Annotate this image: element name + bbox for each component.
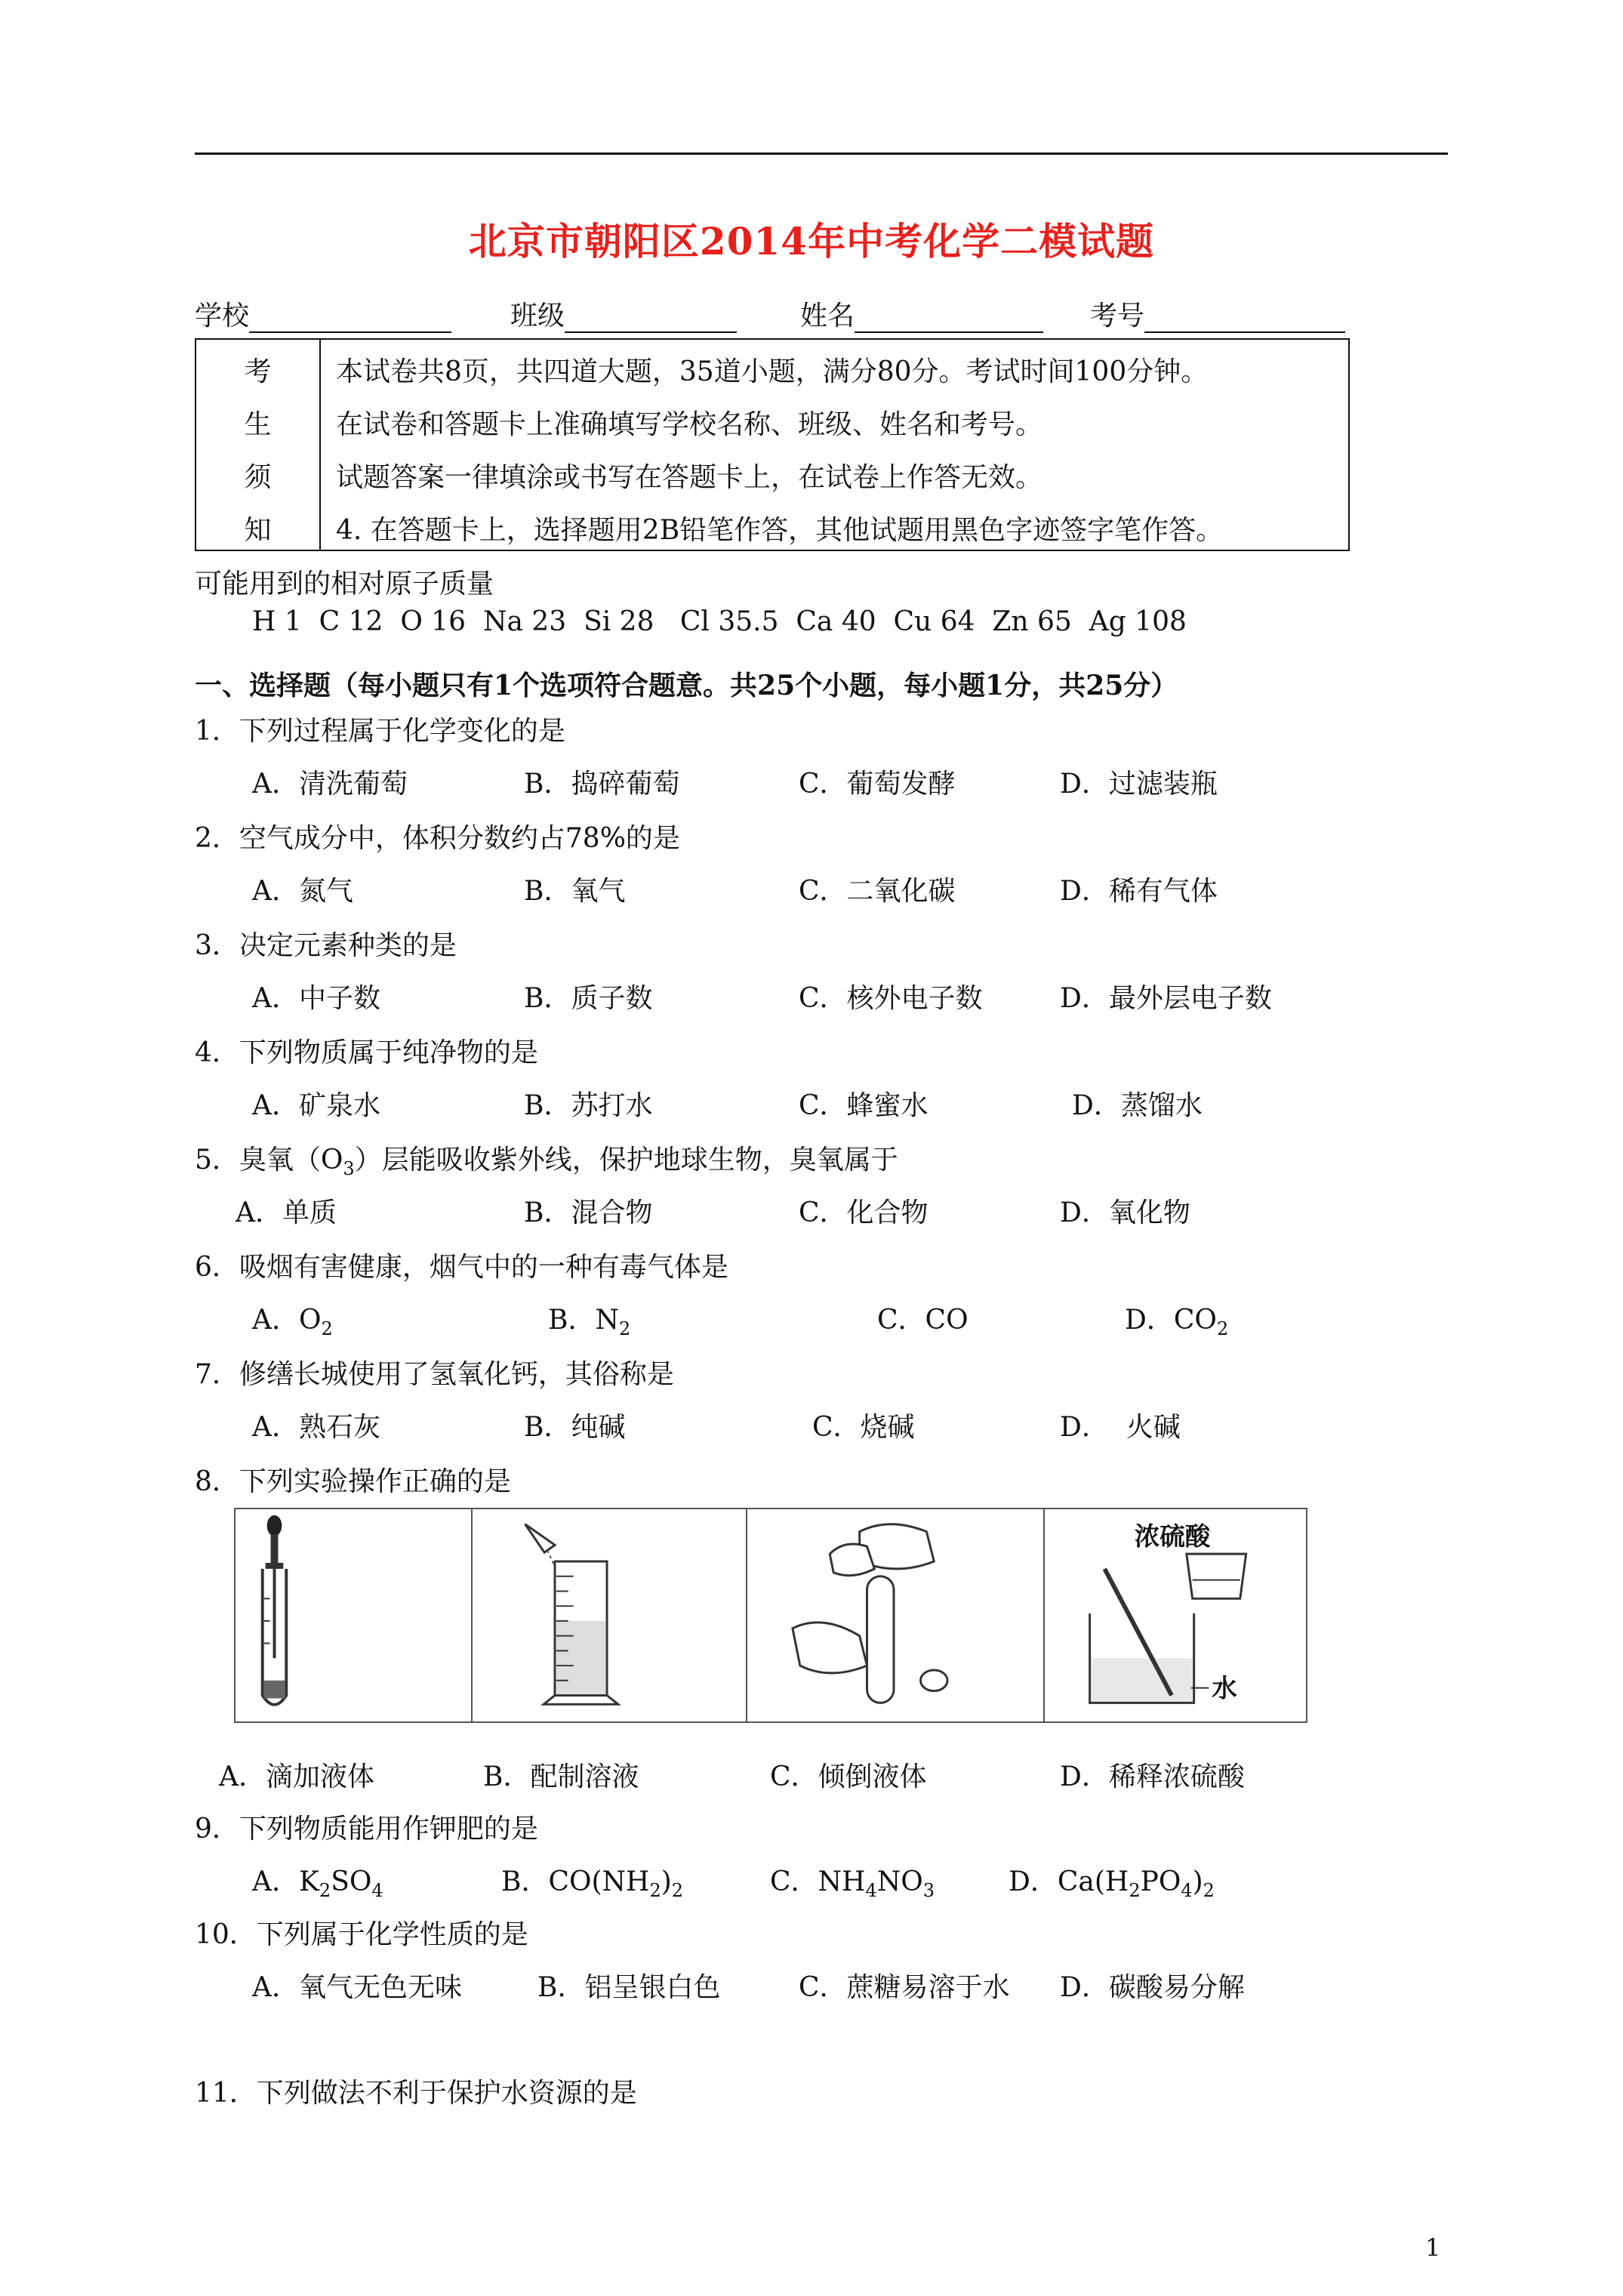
water-label: 水 [1212,1675,1237,1703]
option-subscript: 2 [618,1318,631,1340]
option-c[interactable] [877,1299,969,1337]
option-text: ) [1192,1866,1203,1897]
question-stem: 8．下列实验操作正确的是 [195,1466,511,1497]
option-subscript: 2 [1216,1318,1229,1340]
notice-row: 4. 在答题卡上，选择题用2B铅笔作答，其他试题用黑色字迹签字笔作答。 [336,515,1224,546]
option-d[interactable]: D． 火碱 [1060,1412,1181,1443]
option-text: ) [661,1866,672,1897]
option-subscript: 2 [649,1880,661,1902]
atomic-mass-title: 可能用到的相对原子质量 [195,569,494,599]
option-subscript: 2 [671,1880,684,1902]
option-a[interactable]: A．熟石灰 [252,1412,380,1443]
option-text: D．CO [1125,1305,1217,1336]
option-a[interactable]: A．中子数 [252,983,380,1014]
option-a[interactable]: A．单质 [236,1197,337,1228]
question-stem: 2．空气成分中，体积分数约占78%的是 [195,823,680,854]
option-b[interactable]: B．苏打水 [524,1090,653,1121]
option-b[interactable]: B．捣碎葡萄 [524,769,680,800]
info-school [195,294,451,333]
option-text: B．N [548,1305,619,1336]
option-b[interactable] [501,1860,683,1901]
option-a[interactable] [252,1860,383,1901]
option-a[interactable] [252,1299,333,1339]
option-d[interactable]: D．碳酸易分解 [1060,1972,1245,2003]
option-b[interactable] [548,1299,630,1339]
option-d[interactable]: D．过滤装瓶 [1060,769,1218,800]
option-subscript: 3 [922,1880,935,1902]
notice-row: 试题答案一律填涂或书写在答题卡上，在试卷上作答无效。 [336,462,1043,493]
option-text: NO [876,1866,923,1897]
option-b[interactable]: B．混合物 [524,1197,653,1228]
question-stem [195,1139,898,1179]
option-d[interactable] [1009,1860,1215,1901]
info-class [510,294,737,333]
dropper-illustration [236,1509,471,1721]
info-label-class: 班级 [510,300,565,331]
option-c[interactable] [770,1860,935,1901]
option-d[interactable]: D．稀有气体 [1060,876,1218,907]
option-subscript: 2 [1203,1880,1215,1902]
option-subscript: 4 [371,1880,383,1902]
name-blank[interactable] [855,301,1043,333]
question-stem: 1．下列过程属于化学变化的是 [195,716,565,747]
option-b[interactable]: B．纯碱 [524,1412,626,1443]
question-stem: 10．下列属于化学性质的是 [195,1919,528,1950]
option-c[interactable]: C．二氧化碳 [799,876,956,907]
stem-subscript: 3 [343,1158,355,1180]
option-text: B．CO(NH [501,1866,650,1897]
notice-side-char: 生 [244,409,272,440]
exam-no-blank[interactable] [1144,301,1345,333]
option-text: C．CO [877,1305,969,1336]
option-a[interactable]: A．滴加液体 [219,1761,374,1792]
option-a[interactable]: A．矿泉水 [252,1090,380,1121]
option-text: PO [1140,1866,1181,1897]
page-number: 1 [1425,2233,1441,2262]
option-a[interactable]: A．氮气 [252,876,353,907]
atomic-mass-values: H 1 C 12 O 16 Na 23 Si 28 Cl 35.5 Ca 40 Cu 64 Zn 65 Ag 108 [252,606,1187,637]
option-c[interactable]: C．化合物 [799,1197,929,1228]
option-c[interactable]: C．核外电子数 [799,983,983,1014]
option-text: A．K [252,1866,319,1897]
option-d[interactable]: D．氧化物 [1060,1197,1190,1228]
info-label-school: 学校 [195,300,250,331]
notice-side [196,340,321,550]
option-c[interactable]: C．蜂蜜水 [799,1090,929,1121]
stem-part: ）层能吸收紫外线，保护地球生物，臭氧属于 [354,1145,898,1176]
notice-side-char: 考 [244,356,272,387]
option-text: C．NH [770,1866,866,1897]
option-b[interactable]: B．质子数 [524,983,653,1014]
info-exam-no [1090,294,1345,333]
option-c[interactable]: C．葡萄发酵 [799,769,956,800]
notice-row: 本试卷共8页，共四道大题，35道小题，满分80分。考试时间100分钟。 [336,356,1209,387]
page-title: 北京市朝阳区2014年中考化学二模试题 [468,219,1155,264]
notice-box [195,338,1350,551]
notice-side-char: 知 [244,515,272,546]
option-d[interactable]: D．稀释浓硫酸 [1060,1761,1245,1792]
notice-side-char: 须 [244,462,272,493]
info-label-exam-no: 考号 [1090,300,1145,331]
dilution-illustration [1043,1509,1307,1721]
option-c[interactable]: C．蔗糖易溶于水 [799,1972,1010,2003]
option-subscript: 2 [319,1880,331,1902]
question-stem: 4．下列物质属于纯净物的是 [195,1037,538,1068]
option-c[interactable]: C．烧碱 [812,1412,915,1443]
class-blank[interactable] [565,301,737,333]
cylinder-illustration [471,1509,746,1721]
question-stem: 11．下列做法不利于保护水资源的是 [195,2078,637,2109]
question-stem: 7．修缮长城使用了氢氧化钙，其俗称是 [195,1359,674,1390]
option-subscript: 2 [321,1318,333,1340]
acid-label: 浓硫酸 [1134,1523,1211,1552]
option-subscript: 2 [1129,1880,1141,1902]
school-blank[interactable] [249,301,451,333]
option-b[interactable]: B．氧气 [524,876,626,907]
option-text: A．O [252,1305,322,1336]
question-stem: 3．决定元素种类的是 [195,930,457,961]
option-text: D．Ca(H [1009,1866,1129,1897]
option-c[interactable]: C．倾倒液体 [770,1761,927,1792]
experiment-figure [234,1508,1307,1723]
section-title: 一、选择题（每小题只有1个选项符合题意。共25个小题，每小题1分，共25分） [195,670,1178,701]
info-label-name: 姓名 [800,300,855,331]
option-text: SO [331,1866,372,1897]
stem-part: 5．臭氧（O [195,1145,343,1176]
option-subscript: 4 [1181,1880,1193,1902]
option-b[interactable]: B．配制溶液 [483,1761,639,1792]
option-a[interactable]: A．氧气无色无味 [252,1972,462,2003]
option-d[interactable]: D．蒸馏水 [1072,1090,1203,1121]
option-a[interactable]: A．清洗葡萄 [252,769,408,800]
pouring-illustration [746,1509,1043,1721]
option-subscript: 4 [865,1880,877,1902]
option-d[interactable]: D．最外层电子数 [1060,983,1272,1014]
notice-row: 在试卷和答题卡上准确填写学校名称、班级、姓名和考号。 [336,409,1043,440]
top-rule [195,153,1448,155]
option-b[interactable]: B．铝呈银白色 [537,1972,721,2003]
question-stem: 6．吸烟有害健康，烟气中的一种有毒气体是 [195,1252,728,1283]
question-stem: 9．下列物质能用作钾肥的是 [195,1814,538,1845]
info-name [800,294,1043,333]
option-d[interactable] [1125,1299,1228,1339]
